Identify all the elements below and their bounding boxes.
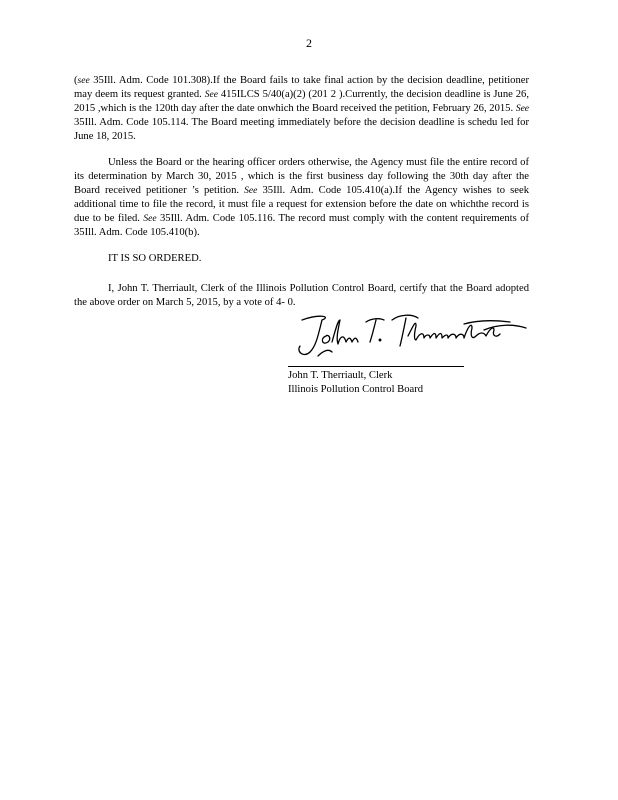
clerk-name: John T. Therriault, Clerk xyxy=(288,370,393,381)
paragraph-agency-record xyxy=(74,156,529,240)
citation-signal: See xyxy=(244,186,258,196)
citation-signal: see xyxy=(77,76,90,86)
citation-signal: See xyxy=(204,90,218,100)
paragraph-so-ordered xyxy=(108,252,308,266)
paragraph-text: ( xyxy=(74,75,78,86)
paragraph-text: IT IS SO ORDERED. xyxy=(108,253,202,264)
paragraph-text: 35Ill. Adm. Code 105.114. The Board meeting immediately before the decision deadline is schedu led for June 18, 2015. xyxy=(74,117,529,142)
citation-signal: See xyxy=(515,104,529,114)
paragraph-text: 415ILCS 5/40(a)(2) (201 2 ).Currently, the decision deadline is June 26, 2015 ,which is the 120th day after the date onwhich the Board received the petition, February 26, 2015. xyxy=(74,89,530,114)
clerk-title: Illinois Pollution Control Board xyxy=(288,384,424,395)
paragraph-text: Unless the Board or the hearing officer orders otherwise, the Agency must file the entire record of its determination by March 30, 2015 , which is the first business day following the 30th day after the Board received petitioner ’s petition. xyxy=(74,157,529,196)
paragraph-decision-deadline xyxy=(74,74,529,144)
page-number: 2 xyxy=(306,36,312,50)
clerk-signature xyxy=(288,306,538,368)
citation-signal: See xyxy=(143,214,157,224)
signature-line xyxy=(288,366,464,367)
paragraph-text: I, John T. Therriault, Clerk of the Illinois Pollution Control Board, certify that the Board adopted the above order on March 5, 2015, by a vote of 4- 0. xyxy=(74,283,529,308)
paragraph-text: 35Ill. Adm. Code 101.308).If the Board fails to take final action by the decision deadline, petitioner may deem its request granted. xyxy=(74,75,529,100)
paragraph-text: 35Ill. Adm. Code 105.410(a).If the Agency wishes to seek additional time to file the record, it must file a request for extension before the date on whichthe record is due to be filed. xyxy=(74,185,529,224)
paragraph-text: 35Ill. Adm. Code 105.116. The record must comply with the content requirements of 35Ill. Adm. Code 105.410(b). xyxy=(74,213,529,238)
